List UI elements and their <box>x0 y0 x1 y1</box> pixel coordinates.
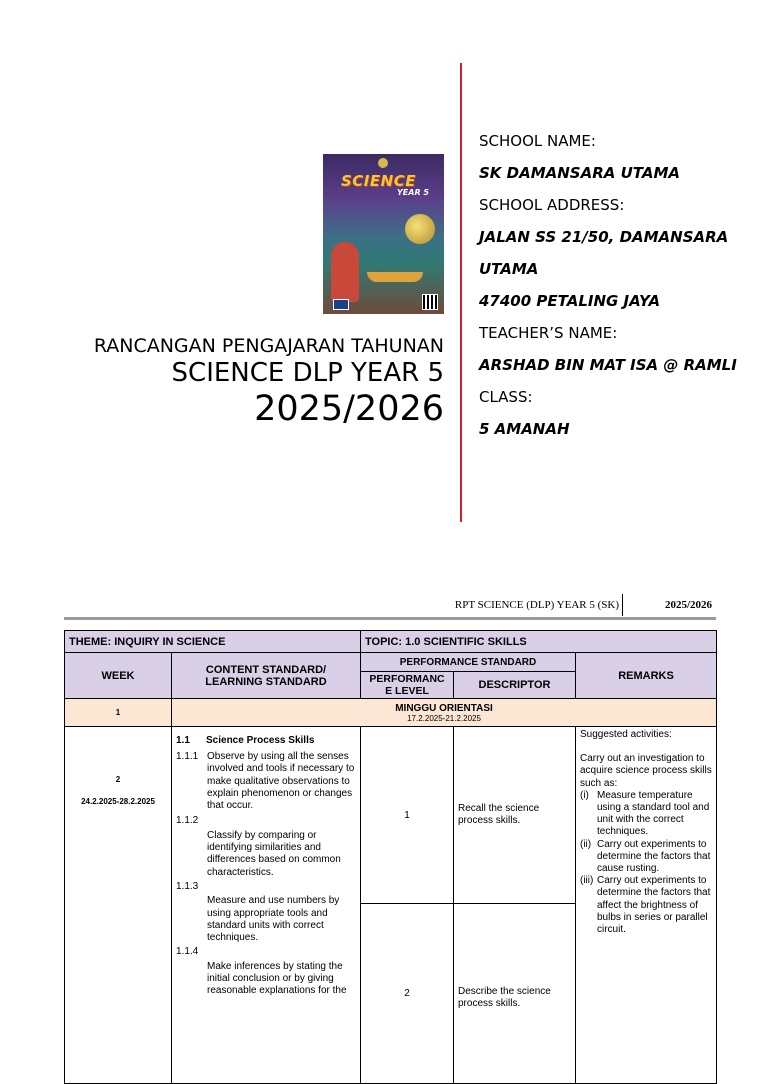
topic-cell: TOPIC: 1.0 SCIENTIFIC SKILLS <box>361 631 717 653</box>
learning-standard-text: Measure and use numbers by using appropriate tools and standard units with correct techniques. <box>207 895 340 944</box>
remarks-item-number: (i) <box>580 789 589 801</box>
header-rule <box>64 617 716 620</box>
header-separator <box>622 594 623 616</box>
learning-standard-number: 1.1.1 <box>176 751 199 762</box>
week-header: WEEK <box>65 653 172 699</box>
orientation-cell <box>172 699 717 727</box>
week-cell <box>65 727 172 1084</box>
remarks-item-number: (iii) <box>580 875 594 887</box>
remarks-item <box>580 839 713 876</box>
descriptor: Recall the science process skills. <box>454 727 576 904</box>
subject-title: SCIENCE DLP YEAR 5 <box>171 358 444 388</box>
remarks-item-text: Measure temperature using a standard tool and unit with the correct techniques. <box>597 789 710 838</box>
week-dates: 24.2.2025-28.2.2025 <box>81 797 155 806</box>
descriptor-header: DESCRIPTOR <box>454 672 576 699</box>
remarks-item-number: (ii) <box>580 838 592 850</box>
school-address-label: SCHOOL ADDRESS: <box>479 196 625 214</box>
learning-standard-number: 1.1.4 <box>176 946 199 958</box>
learning-standard-text: Classify by comparing or identifying similarities and differences based on common characteristics. <box>207 829 341 878</box>
remarks-intro: Suggested activities: <box>580 729 672 740</box>
qr-code-icon <box>422 294 438 310</box>
school-address-line: JALAN SS 21/50, DAMANSARA <box>479 228 729 246</box>
learning-standard <box>176 946 356 997</box>
remarks-item-text: Carry out experiments to determine the factors that affect the brightness of bulbs in series or parallel circuit. <box>597 875 711 936</box>
orientation-title: MINGGU ORIENTASI <box>395 702 493 714</box>
orientation-row <box>65 699 717 727</box>
standard-title: Science Process Skills <box>206 735 315 746</box>
table-header-row <box>65 653 717 672</box>
learning-standard <box>176 815 356 878</box>
remarks-item-text: Carry out experiments to determine the factors that cause rusting. <box>597 838 711 875</box>
remarks-lead: Carry out an investigation to acquire science process skills such as: <box>580 753 712 789</box>
rpt-table <box>64 630 717 1084</box>
learning-standard-text: Observe by using all the senses involved and tools if necessary to make qualitative observations to explain phenomenon or changes that occur. <box>207 751 355 812</box>
class-label: CLASS: <box>479 388 533 406</box>
theme-cell: THEME: INQUIRY IN SCIENCE <box>65 631 361 653</box>
girl-illustration <box>331 242 359 302</box>
performance-level-header: PERFORMANC E LEVEL <box>361 672 454 699</box>
header-doc-title: RPT SCIENCE (DLP) YEAR 5 (SK) <box>454 599 619 611</box>
table-row <box>65 631 717 653</box>
remarks-header: REMARKS <box>576 653 717 699</box>
school-info <box>479 125 759 445</box>
school-address-line: UTAMA <box>479 260 539 278</box>
page-header <box>64 596 716 616</box>
learning-standard-number: 1.1.3 <box>176 880 199 892</box>
content-standard-heading <box>176 735 356 746</box>
learning-standard-number: 1.1.2 <box>176 815 199 827</box>
content-standard-header: CONTENT STANDARD/ LEARNING STANDARD <box>172 653 361 699</box>
class-name: 5 AMANAH <box>479 420 570 438</box>
header-year: 2025/2026 <box>664 599 712 611</box>
standard-number: 1.1 <box>176 735 190 746</box>
remarks-item <box>580 875 713 936</box>
plan-title: RANCANGAN PENGAJARAN TAHUNAN <box>93 335 444 357</box>
learning-standard <box>176 751 356 812</box>
remarks-item <box>580 790 713 839</box>
table-row <box>65 727 717 904</box>
performance-standard-header: PERFORMANCE STANDARD <box>361 653 576 672</box>
teacher-name: ARSHAD BIN MAT ISA @ RAMLI <box>479 356 737 374</box>
performance-level: 1 <box>361 727 454 904</box>
orientation-dates: 17.2.2025-21.2.2025 <box>407 713 481 723</box>
crest-icon <box>378 158 388 168</box>
learning-standard-text: Make inferences by stating the initial conclusion or by giving reasonable explanations for the <box>207 960 347 997</box>
week-number: 1 <box>65 699 172 727</box>
week-number: 2 <box>115 775 121 784</box>
school-address-line: 47400 PETALING JAYA <box>479 292 661 310</box>
planet-illustration <box>405 214 435 244</box>
remarks-cell <box>576 727 717 1084</box>
session-year: 2025/2026 <box>254 389 444 429</box>
publisher-logo <box>333 299 349 310</box>
teacher-name-label: TEACHER’S NAME: <box>479 324 618 342</box>
boat-illustration <box>367 272 423 282</box>
textbook-cover-image <box>323 154 444 314</box>
school-name-label: SCHOOL NAME: <box>479 132 596 150</box>
performance-level: 2 <box>361 904 454 1084</box>
divider-line <box>460 63 462 522</box>
descriptor: Describe the science process skills. <box>454 904 576 1084</box>
book-year: YEAR 5 <box>397 188 429 197</box>
learning-standard <box>176 881 356 944</box>
cover-title-block <box>94 334 444 430</box>
content-standard-cell <box>172 727 361 1084</box>
book-title: SCIENCE <box>341 172 416 190</box>
school-name: SK DAMANSARA UTAMA <box>479 164 680 182</box>
